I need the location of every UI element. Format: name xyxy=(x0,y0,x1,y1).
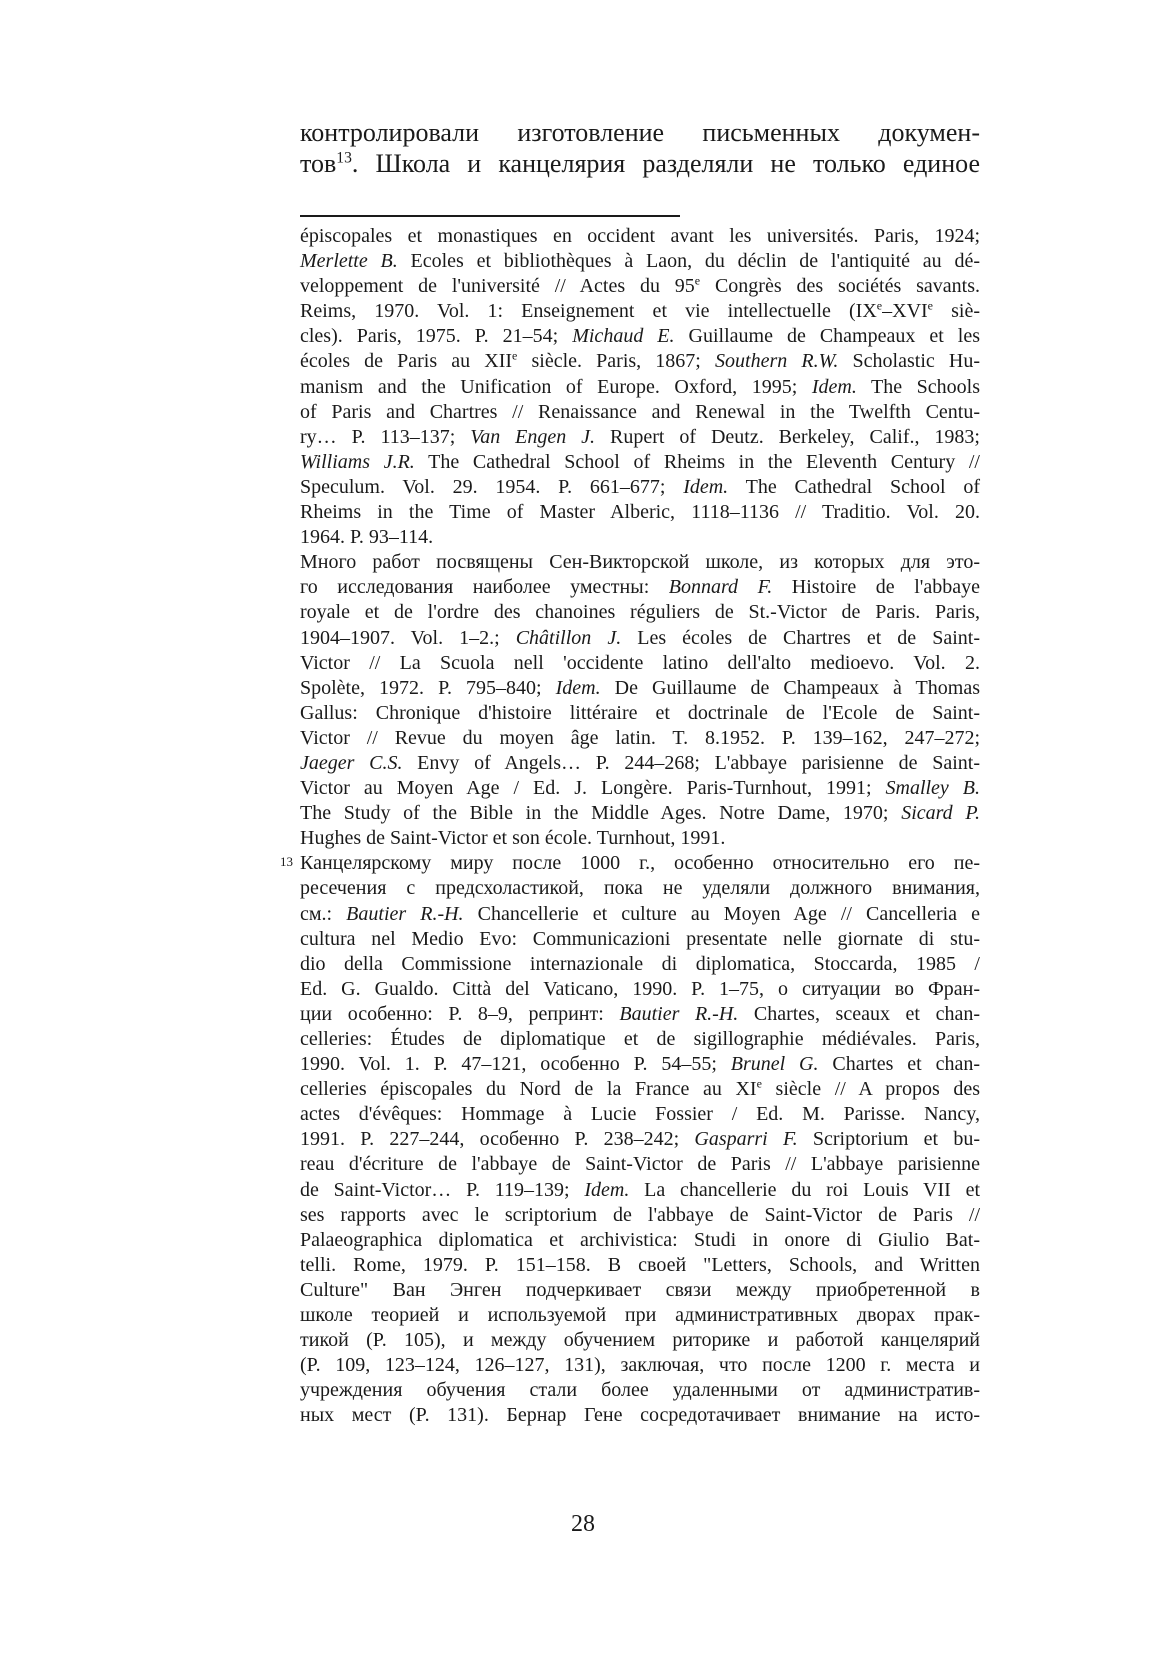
text-segment: Канцелярскому миру после 1000 г., особенно относительно его пе- xyxy=(300,852,980,875)
footnote-13-marker: 13 xyxy=(280,854,293,870)
citation-author: Idem. xyxy=(584,1178,630,1201)
footnote-reference-13[interactable]: 13 xyxy=(336,148,352,166)
citation-author: Michaud E. xyxy=(572,325,675,348)
footnote_cont-line xyxy=(300,776,980,801)
citation-author: Williams J.R. xyxy=(300,450,415,473)
text-segment: Ed. G. Gualdo. Città del Vaticano, 1990. P. 1–75, о ситуации во Фран- xyxy=(300,977,980,1000)
text-segment: celleries épiscopales du Nord de la France au XI xyxy=(300,1078,757,1101)
footnote_cont-line xyxy=(300,575,980,600)
footnote_cont-line xyxy=(300,299,980,324)
text-segment: Victor // Revue du moyen âge latin. T. 8.1952. P. 139–162, 247–272; xyxy=(300,726,980,749)
text-segment: Congrès des sociétés savants. xyxy=(700,275,980,298)
footnote-13 xyxy=(280,851,981,1428)
body-text xyxy=(300,118,980,179)
footnote13-line xyxy=(300,1253,980,1278)
body-line-2-start: тов xyxy=(300,148,337,178)
footnote-separator-rule xyxy=(300,215,680,217)
citation-author: Bautier R.-H. xyxy=(346,902,464,925)
citation-author: Jaeger C.S. xyxy=(300,751,403,774)
text-segment: The Cathedral School of xyxy=(728,475,980,498)
text-segment: Chancellerie et culture au Moyen Age // Cancelleria e xyxy=(463,902,981,925)
footnote13-line xyxy=(300,1027,980,1052)
text-segment: Reims, 1970. Vol. 1: Enseignement et vie intellectuelle (IX xyxy=(300,300,877,323)
footnote13-line xyxy=(300,1328,980,1353)
footnotes-area xyxy=(280,224,981,1429)
text-segment: ses rapports avec le scriptorium de l'abbaye de Saint-Victor de Paris // xyxy=(300,1203,980,1226)
text-segment: Много работ посвящены Сен-Викторской школе, из которых для это- xyxy=(300,551,980,574)
footnote13-line xyxy=(300,1303,980,1328)
footnote13-line xyxy=(300,1127,980,1152)
footnote_cont-line xyxy=(300,400,980,425)
text-segment: dio della Commissione internazionale di diplomatica, Stoccarda, 1985 / xyxy=(300,952,980,975)
citation-author: Bautier R.-H. xyxy=(619,1002,739,1025)
text-segment: см.: xyxy=(300,902,347,925)
text-segment: manism and the Unification of Europe. Oxford, 1995; xyxy=(300,375,812,398)
text-segment: royale et de l'ordre des chanoines réguliers de St.-Victor de Paris. Paris, xyxy=(300,601,980,624)
text-segment: Scholastic Hu- xyxy=(838,350,981,373)
footnote_cont-line xyxy=(300,475,980,500)
text-segment: Rheims in the Time of Master Alberic, 1118–1136 // Traditio. Vol. 20. xyxy=(300,501,980,524)
citation-author: Châtillon J. xyxy=(515,626,622,649)
citation-author: Van Engen J. xyxy=(470,425,596,448)
text-segment: школе теорией и используемой при административных дворах прак- xyxy=(300,1304,980,1327)
citation-author: Bonnard F. xyxy=(668,576,773,599)
text-segment: –XVI xyxy=(882,300,928,323)
text-segment: celleries: Études de diplomatique et de sigillographie médiévales. Paris, xyxy=(300,1028,980,1050)
text-segment: siècle. Paris, 1867; xyxy=(517,350,716,373)
text-segment: épiscopales et monastiques en occident avant les universités. Paris, 1924; xyxy=(300,225,980,247)
citation-author: Southern R.W. xyxy=(715,350,839,373)
citation-author: Merlette B. xyxy=(300,250,398,273)
text-segment: actes d'évêques: Hommage à Lucie Fossier / Ed. M. Parisse. Nancy, xyxy=(300,1103,980,1126)
text-segment: ресечения с предсхоластикой, пока не уделяли должного внимания, xyxy=(300,877,980,900)
footnote13-line xyxy=(300,851,980,876)
footnote13-line xyxy=(300,876,980,901)
footnote_cont-line xyxy=(300,801,980,826)
citation-author: Brunel G. xyxy=(730,1053,819,1076)
footnote13-line xyxy=(300,927,980,952)
text-segment: The Schools xyxy=(856,375,980,398)
body-line-2 xyxy=(300,149,980,180)
footnote13-line xyxy=(300,1077,980,1102)
superscript: e xyxy=(512,348,518,363)
footnote-13-text xyxy=(300,851,980,1428)
text-segment: Victor au Moyen Age / Ed. J. Longère. Paris-Turnhout, 1991; xyxy=(300,777,886,800)
page-number: 28 xyxy=(571,1511,595,1537)
text-segment: Histoire de l'abbaye xyxy=(772,576,980,599)
footnote13-line xyxy=(300,1403,980,1428)
citation-author: Idem. xyxy=(555,676,601,699)
text-segment: 1990. Vol. 1. P. 47–121, особенно P. 54–55; xyxy=(300,1053,731,1076)
footnote_cont-line xyxy=(300,701,980,726)
text-segment: 1964. P. 93–114. xyxy=(300,526,434,549)
footnote_cont-line xyxy=(300,425,980,450)
text-segment: 1904–1907. Vol. 1–2.; xyxy=(300,626,516,649)
text-segment: ных мест (P. 131). Бернар Гене сосредотачивает внимание на исто- xyxy=(300,1404,980,1427)
text-segment: La chancellerie du roi Louis VII et xyxy=(629,1178,981,1201)
text-segment: го исследования наиболее уместны: xyxy=(300,576,669,599)
superscript: e xyxy=(694,273,701,288)
text-segment: учреждения обучения стали более удаленными от административ- xyxy=(300,1379,980,1402)
footnote_cont-line xyxy=(300,726,980,751)
text-segment: тикой (P. 105), и между обучением риторике и работой канцелярий xyxy=(300,1329,980,1352)
footnote13-line xyxy=(300,952,980,977)
footnote_cont-line xyxy=(300,826,980,851)
text-segment: Palaeographica diplomatica et archivistica: Studi in onore di Giulio Bat- xyxy=(300,1228,980,1251)
footnote13-line xyxy=(300,1002,980,1027)
text-segment: (P. 109, 123–124, 126–127, 131), заключая, что после 1200 г. места и xyxy=(300,1354,980,1377)
footnote_cont-line xyxy=(300,224,980,249)
text-segment: siè- xyxy=(933,300,980,323)
text-segment: cultura nel Medio Evo: Communicazioni presentate nelle giornate di stu- xyxy=(300,927,980,950)
body-line-2-end: . Школа и канцелярия разделяли не только единое xyxy=(351,148,980,178)
footnote13-line xyxy=(300,1353,980,1378)
text-segment: reau d'écriture de l'abbaye de Saint-Victor de Paris // L'abbaye parisienne xyxy=(300,1153,980,1176)
footnote_cont-line xyxy=(300,651,980,676)
text-segment: Speculum. Vol. 29. 1954. P. 661–677; xyxy=(300,475,684,498)
text-segment: Guillaume de Champeaux et les xyxy=(674,325,981,348)
citation-author: Idem. xyxy=(811,375,857,398)
text-segment: Culture" Ван Энген подчеркивает связи между приобретенной в xyxy=(300,1278,980,1301)
citation-author: Sicard P. xyxy=(901,802,980,825)
footnote13-line xyxy=(300,1203,980,1228)
footnote_cont-line xyxy=(300,349,980,374)
citation-author: Smalley B. xyxy=(885,777,980,800)
text-segment: of Paris and Chartres // Renaissance and Renewal in the Twelfth Centu- xyxy=(300,400,980,423)
text-segment: Chartes, sceaux et chan- xyxy=(738,1002,980,1025)
footnote13-line xyxy=(300,902,980,927)
footnote_cont-line xyxy=(300,751,980,776)
footnote_cont-line xyxy=(300,550,980,575)
text-segment: 1991. P. 227–244, особенно P. 238–242; xyxy=(300,1128,695,1151)
text-segment: De Guillaume de Champeaux à Thomas xyxy=(600,676,980,699)
footnote_cont-line xyxy=(300,676,980,701)
text-segment: ции особенно: P. 8–9, репринт: xyxy=(300,1002,620,1025)
text-segment: Spolète, 1972. P. 795–840; xyxy=(300,676,556,699)
footnote_cont-line xyxy=(300,274,980,299)
footnote13-line xyxy=(300,1178,980,1203)
footnote13-line xyxy=(300,1278,980,1303)
footnote-continuation xyxy=(300,224,980,851)
footnote13-line xyxy=(300,1152,980,1177)
citation-author: Gasparri F. xyxy=(694,1128,798,1151)
text-segment: The Study of the Bible in the Middle Ages. Notre Dame, 1970; xyxy=(300,802,902,825)
footnote13-line xyxy=(300,1052,980,1077)
text-segment: ry… P. 113–137; xyxy=(300,425,471,448)
text-segment: Hughes de Saint-Victor et son école. Turnhout, 1991. xyxy=(300,827,726,850)
footnote13-line xyxy=(300,1378,980,1403)
footnote13-line xyxy=(300,1228,980,1253)
text-segment: cles). Paris, 1975. P. 21–54; xyxy=(300,325,573,348)
footnote_cont-line xyxy=(300,324,980,349)
superscript: e xyxy=(876,298,883,313)
text-segment: Chartes et chan- xyxy=(818,1053,980,1076)
footnote_cont-line xyxy=(300,525,980,550)
text-segment: Gallus: Chronique d'histoire littéraire et doctrinale de l'Ecole de Saint- xyxy=(300,701,980,724)
footnote_cont-line xyxy=(300,600,980,625)
footnote13-line xyxy=(300,1102,980,1127)
body-line-1: контролировали изготовление письменных докумен- xyxy=(300,118,980,147)
text-segment: Victor // La Scuola nell 'occidente latino dell'alto medioevo. Vol. 2. xyxy=(300,651,980,674)
superscript: e xyxy=(756,1076,762,1091)
citation-author: Idem. xyxy=(683,475,729,498)
text-segment: Scriptorium et bu- xyxy=(797,1128,980,1151)
footnote_cont-line xyxy=(300,249,980,274)
text-segment: écoles de Paris au XII xyxy=(300,350,513,373)
text-segment: veloppement de l'université // Actes du 95 xyxy=(300,275,695,298)
footnote_cont-line xyxy=(300,500,980,525)
text-segment: de Saint-Victor… P. 119–139; xyxy=(300,1178,585,1201)
footnote_cont-line xyxy=(300,626,980,651)
superscript: e xyxy=(927,298,933,313)
footnote_cont-line xyxy=(300,375,980,400)
text-segment: telli. Rome, 1979. P. 151–158. В своей "Letters, Schools, and Written xyxy=(300,1253,980,1276)
text-segment: Ecoles et bibliothèques à Laon, du déclin de l'antiquité au dé- xyxy=(397,250,980,273)
text-segment: Les écoles de Chartres et de Saint- xyxy=(621,626,980,649)
text-segment: Rupert of Deutz. Berkeley, Calif., 1983; xyxy=(595,425,980,448)
text-segment: The Cathedral School of Rheims in the Eleventh Century // xyxy=(414,450,980,473)
text-segment: siècle // A propos des xyxy=(761,1078,981,1101)
text-segment: Envy of Angels… P. 244–268; L'abbaye parisienne de Saint- xyxy=(402,751,980,774)
footnote_cont-line xyxy=(300,450,980,475)
footnote13-line xyxy=(300,977,980,1002)
